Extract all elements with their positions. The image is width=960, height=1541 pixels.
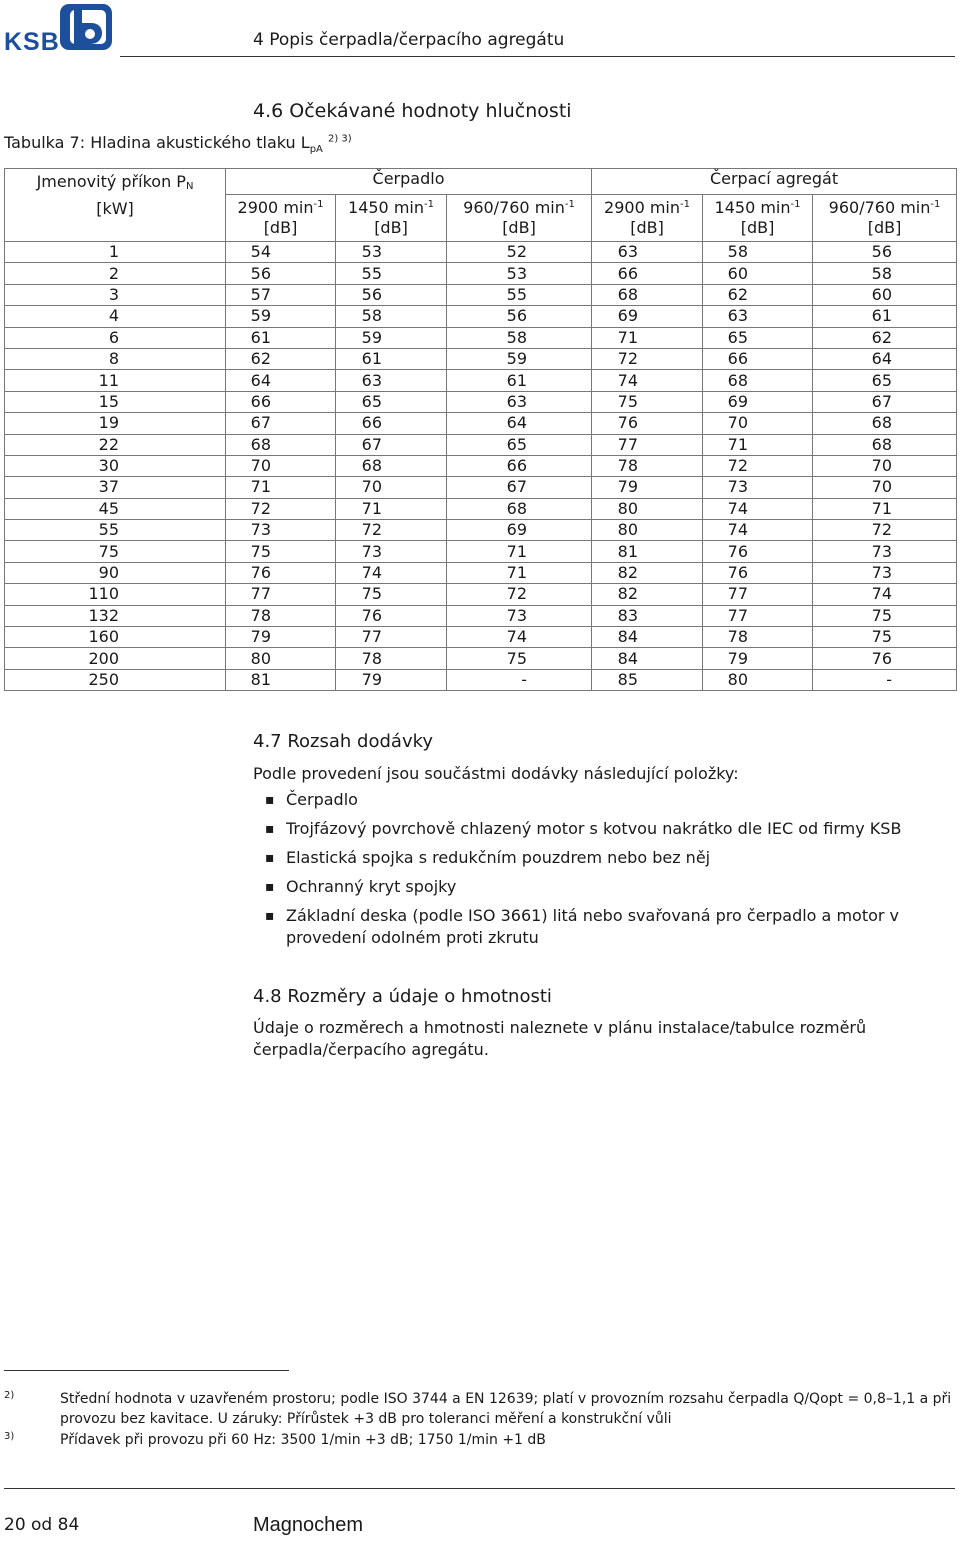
list-item-text: Elastická spojka s redukčním pouzdrem nebo bez něj — [286, 848, 711, 867]
cell-db: 66 — [703, 348, 813, 369]
cell-db: 74 — [703, 498, 813, 519]
header-speed-label: 960/760 min — [828, 198, 931, 217]
cell-db: 68 — [703, 370, 813, 391]
cell-db: 61 — [447, 370, 592, 391]
table-caption-sup: 2) 3) — [327, 133, 352, 145]
cell-power: 250 — [5, 669, 226, 690]
cell-db: 62 — [813, 327, 957, 348]
cell-db: 76 — [226, 562, 336, 583]
cell-db: 81 — [226, 669, 336, 690]
cell-db: 66 — [447, 455, 592, 476]
table-row — [5, 263, 957, 284]
cell-db: 81 — [592, 541, 703, 562]
cell-db: 68 — [447, 498, 592, 519]
table-row — [5, 520, 957, 541]
cell-db: 65 — [336, 391, 447, 412]
cell-db: 73 — [813, 562, 957, 583]
cell-db: 53 — [336, 242, 447, 263]
list-item — [253, 789, 960, 811]
delivery-intro: Podle provedení jsou součástmi dodávky následující položky: — [253, 764, 739, 783]
cell-power: 45 — [5, 498, 226, 519]
cell-db: 55 — [447, 284, 592, 305]
bullet-icon: ▪ — [265, 908, 275, 924]
cell-db: 68 — [813, 434, 957, 455]
cell-db: 73 — [813, 541, 957, 562]
table-row — [5, 306, 957, 327]
cell-db: 61 — [226, 327, 336, 348]
page-header-title: 4 Popis čerpadla/čerpacího agregátu — [253, 30, 565, 50]
cell-db: 70 — [703, 413, 813, 434]
bullet-icon: ▪ — [265, 792, 275, 808]
footnote-divider — [4, 1370, 289, 1371]
footnote-3-mark: 3) — [4, 1431, 15, 1442]
cell-db: 75 — [447, 648, 592, 669]
table-row — [5, 284, 957, 305]
cell-db: 67 — [813, 391, 957, 412]
cell-db: 54 — [226, 242, 336, 263]
table-row — [5, 648, 957, 669]
table-row — [5, 605, 957, 626]
cell-db: 59 — [336, 327, 447, 348]
cell-db: 75 — [813, 627, 957, 648]
cell-db: 71 — [447, 562, 592, 583]
cell-db: 73 — [336, 541, 447, 562]
cell-db: 76 — [703, 562, 813, 583]
table-row — [5, 348, 957, 369]
cell-db: 83 — [592, 605, 703, 626]
cell-db: 64 — [813, 348, 957, 369]
header-speed-unit: [dB] — [867, 218, 902, 237]
header-rated-power-label: Jmenovitý příkon P — [36, 172, 186, 191]
cell-db: 66 — [592, 263, 703, 284]
cell-db: 72 — [336, 520, 447, 541]
section-heading-4-6: 4.6 Očekávané hodnoty hlučnosti — [253, 100, 572, 122]
header-rated-power-sub: N — [185, 181, 194, 192]
cell-db: 65 — [703, 327, 813, 348]
cell-db: 72 — [447, 584, 592, 605]
header-speed-exp: -1 — [790, 199, 801, 210]
cell-db: 75 — [592, 391, 703, 412]
cell-db: 61 — [336, 348, 447, 369]
cell-db: 62 — [226, 348, 336, 369]
cell-db: 84 — [592, 648, 703, 669]
cell-db: 74 — [447, 627, 592, 648]
cell-db: 68 — [226, 434, 336, 455]
header-speed-unit: [dB] — [374, 218, 408, 237]
header-speed-exp: -1 — [930, 199, 941, 210]
header-speed-unit: [dB] — [740, 218, 775, 237]
cell-db: 79 — [226, 627, 336, 648]
bullet-icon: ▪ — [265, 850, 275, 866]
cell-db: 53 — [447, 263, 592, 284]
cell-db: 78 — [226, 605, 336, 626]
cell-db: 68 — [813, 413, 957, 434]
cell-db: 58 — [336, 306, 447, 327]
header-speed-label: 2900 min — [604, 198, 681, 217]
cell-db: 75 — [226, 541, 336, 562]
cell-db: 57 — [226, 284, 336, 305]
cell-db: 70 — [813, 477, 957, 498]
header-speed-col-3 — [592, 195, 703, 242]
table-row — [5, 584, 957, 605]
header-speed-exp: -1 — [564, 199, 575, 210]
cell-db: 74 — [592, 370, 703, 391]
table-row — [5, 455, 957, 476]
cell-db: 71 — [226, 477, 336, 498]
header-speed-col-2 — [447, 195, 592, 242]
cell-db: 79 — [336, 669, 447, 690]
section-heading-4-8: 4.8 Rozměry a údaje o hmotnosti — [253, 986, 552, 1007]
table-row — [5, 391, 957, 412]
header-speed-exp: -1 — [424, 199, 434, 210]
cell-db: 72 — [703, 455, 813, 476]
cell-db: 74 — [813, 584, 957, 605]
cell-power: 4 — [5, 306, 226, 327]
cell-db: 76 — [336, 605, 447, 626]
cell-db: 84 — [592, 627, 703, 648]
table-caption-text: Tabulka 7: Hladina akustického tlaku L — [4, 133, 310, 152]
header-speed-label: 1450 min — [714, 198, 791, 217]
table-row — [5, 242, 957, 263]
cell-db: 76 — [703, 541, 813, 562]
cell-db: 76 — [813, 648, 957, 669]
cell-power: 90 — [5, 562, 226, 583]
footnote-2-mark: 2) — [4, 1390, 15, 1401]
header-rated-power-unit: [kW] — [96, 199, 134, 218]
cell-db: 70 — [813, 455, 957, 476]
cell-db: 72 — [226, 498, 336, 519]
table-row — [5, 669, 957, 690]
cell-db: 59 — [226, 306, 336, 327]
cell-power: 30 — [5, 455, 226, 476]
cell-db: 68 — [336, 455, 447, 476]
cell-power: 1 — [5, 242, 226, 263]
cell-db: 63 — [336, 370, 447, 391]
table-row — [5, 627, 957, 648]
header-group-pump: Čerpadlo — [226, 169, 592, 195]
table-row — [5, 370, 957, 391]
cell-db: 75 — [336, 584, 447, 605]
list-item-text: Trojfázový povrchově chlazený motor s kotvou nakrátko dle IEC od firmy KSB — [286, 819, 902, 838]
cell-db: 62 — [703, 284, 813, 305]
cell-db: 58 — [813, 263, 957, 284]
cell-db: 77 — [336, 627, 447, 648]
cell-db: 71 — [447, 541, 592, 562]
header-group-unit: Čerpací agregát — [592, 169, 957, 195]
table-row — [5, 413, 957, 434]
cell-db: 63 — [703, 306, 813, 327]
cell-db: 80 — [703, 669, 813, 690]
cell-db: 56 — [447, 306, 592, 327]
header-rated-power — [5, 169, 226, 242]
cell-db: 71 — [703, 434, 813, 455]
cell-power: 200 — [5, 648, 226, 669]
page-number: 20 od 84 — [4, 1515, 80, 1535]
table-row — [5, 498, 957, 519]
table-caption — [4, 133, 352, 155]
cell-db: 60 — [703, 263, 813, 284]
footer-divider — [4, 1488, 955, 1489]
dimensions-text: Údaje o rozměrech a hmotnosti naleznete v plánu instalace/tabulce rozměrů čerpadla/čerpacího agregátu. — [253, 1018, 867, 1059]
cell-db: 80 — [592, 520, 703, 541]
noise-level-table — [4, 168, 957, 691]
delivery-list — [253, 789, 960, 956]
cell-db: 69 — [703, 391, 813, 412]
cell-db: 78 — [336, 648, 447, 669]
cell-db: - — [813, 669, 957, 690]
cell-db: 52 — [447, 242, 592, 263]
logo-text: KSB — [4, 28, 60, 56]
cell-power: 6 — [5, 327, 226, 348]
cell-power: 2 — [5, 263, 226, 284]
cell-db: 60 — [813, 284, 957, 305]
cell-power: 15 — [5, 391, 226, 412]
cell-db: 85 — [592, 669, 703, 690]
table-row — [5, 541, 957, 562]
cell-db: 78 — [592, 455, 703, 476]
cell-power: 132 — [5, 605, 226, 626]
cell-db: 72 — [592, 348, 703, 369]
table-row — [5, 562, 957, 583]
cell-db: 72 — [813, 520, 957, 541]
cell-power: 55 — [5, 520, 226, 541]
header-speed-label: 2900 min — [237, 198, 314, 217]
cell-db: 74 — [336, 562, 447, 583]
cell-db: 75 — [813, 605, 957, 626]
cell-db: 64 — [447, 413, 592, 434]
cell-db: - — [447, 669, 592, 690]
list-item-text: Čerpadlo — [286, 790, 358, 809]
header-speed-unit: [dB] — [263, 218, 298, 237]
cell-db: 64 — [226, 370, 336, 391]
list-item — [253, 818, 960, 840]
footnote-2-text: Střední hodnota v uzavřeném prostoru; podle ISO 3744 a EN 12639; platí v provozním rozsahu čerpadla Q/Qopt = 0,8–1,1 a při provozu bez kavitace. U záruky: Přírůstek +3 dB pro toleranci měření a konstrukční vůli — [60, 1391, 952, 1427]
cell-db: 77 — [592, 434, 703, 455]
cell-db: 61 — [813, 306, 957, 327]
list-item — [253, 905, 960, 949]
cell-db: 56 — [336, 284, 447, 305]
bullet-icon: ▪ — [265, 821, 275, 837]
cell-db: 78 — [703, 627, 813, 648]
cell-power: 19 — [5, 413, 226, 434]
cell-db: 77 — [703, 605, 813, 626]
section-heading-4-7: 4.7 Rozsah dodávky — [253, 731, 434, 752]
cell-db: 56 — [813, 242, 957, 263]
cell-db: 63 — [592, 242, 703, 263]
cell-db: 55 — [336, 263, 447, 284]
table-row — [5, 327, 957, 348]
cell-db: 77 — [703, 584, 813, 605]
cell-db: 66 — [336, 413, 447, 434]
header-speed-col-1 — [336, 195, 447, 242]
header-speed-col-0 — [226, 195, 336, 242]
cell-db: 82 — [592, 584, 703, 605]
cell-db: 76 — [592, 413, 703, 434]
cell-db: 66 — [226, 391, 336, 412]
header-divider — [120, 56, 955, 57]
cell-db: 59 — [447, 348, 592, 369]
cell-db: 65 — [813, 370, 957, 391]
cell-db: 79 — [703, 648, 813, 669]
bullet-icon: ▪ — [265, 879, 275, 895]
cell-db: 71 — [336, 498, 447, 519]
cell-db: 82 — [592, 562, 703, 583]
cell-power: 11 — [5, 370, 226, 391]
cell-db: 68 — [592, 284, 703, 305]
cell-power: 8 — [5, 348, 226, 369]
list-item-text: Ochranný kryt spojky — [286, 877, 457, 896]
list-item-text: Základní deska (podle ISO 3661) litá nebo svařovaná pro čerpadlo a motor v provedení odolném proti zkrutu — [286, 906, 900, 947]
product-name: Magnochem — [253, 1514, 364, 1536]
cell-db: 73 — [703, 477, 813, 498]
cell-db: 80 — [226, 648, 336, 669]
cell-db: 58 — [703, 242, 813, 263]
cell-db: 67 — [336, 434, 447, 455]
header-speed-unit: [dB] — [502, 218, 536, 237]
cell-db: 70 — [336, 477, 447, 498]
header-speed-label: 960/760 min — [463, 198, 565, 217]
cell-db: 74 — [703, 520, 813, 541]
cell-db: 63 — [447, 391, 592, 412]
cell-db: 67 — [447, 477, 592, 498]
cell-db: 71 — [592, 327, 703, 348]
cell-db: 79 — [592, 477, 703, 498]
cell-db: 80 — [592, 498, 703, 519]
cell-power: 110 — [5, 584, 226, 605]
cell-db: 65 — [447, 434, 592, 455]
cell-db: 71 — [813, 498, 957, 519]
cell-db: 77 — [226, 584, 336, 605]
table-row — [5, 477, 957, 498]
header-speed-unit: [dB] — [630, 218, 664, 237]
list-item — [253, 876, 960, 898]
header-speed-col-4 — [703, 195, 813, 242]
footnote-3-text: Přídavek při provozu při 60 Hz: 3500 1/min +3 dB; 1750 1/min +1 dB — [60, 1432, 546, 1448]
table-row — [5, 434, 957, 455]
cell-power: 3 — [5, 284, 226, 305]
list-item — [253, 847, 960, 869]
header-speed-exp: -1 — [313, 199, 324, 210]
cell-db: 73 — [447, 605, 592, 626]
cell-db: 69 — [592, 306, 703, 327]
header-speed-label: 1450 min — [348, 198, 424, 217]
cell-power: 22 — [5, 434, 226, 455]
cell-db: 69 — [447, 520, 592, 541]
cell-power: 160 — [5, 627, 226, 648]
cell-db: 67 — [226, 413, 336, 434]
cell-db: 56 — [226, 263, 336, 284]
table-caption-sub: pA — [309, 144, 323, 156]
ksb-logo — [4, 4, 116, 54]
cell-power: 75 — [5, 541, 226, 562]
cell-db: 58 — [447, 327, 592, 348]
header-speed-exp: -1 — [680, 199, 690, 210]
cell-db: 70 — [226, 455, 336, 476]
cell-power: 37 — [5, 477, 226, 498]
header-speed-col-5 — [813, 195, 957, 242]
cell-db: 73 — [226, 520, 336, 541]
